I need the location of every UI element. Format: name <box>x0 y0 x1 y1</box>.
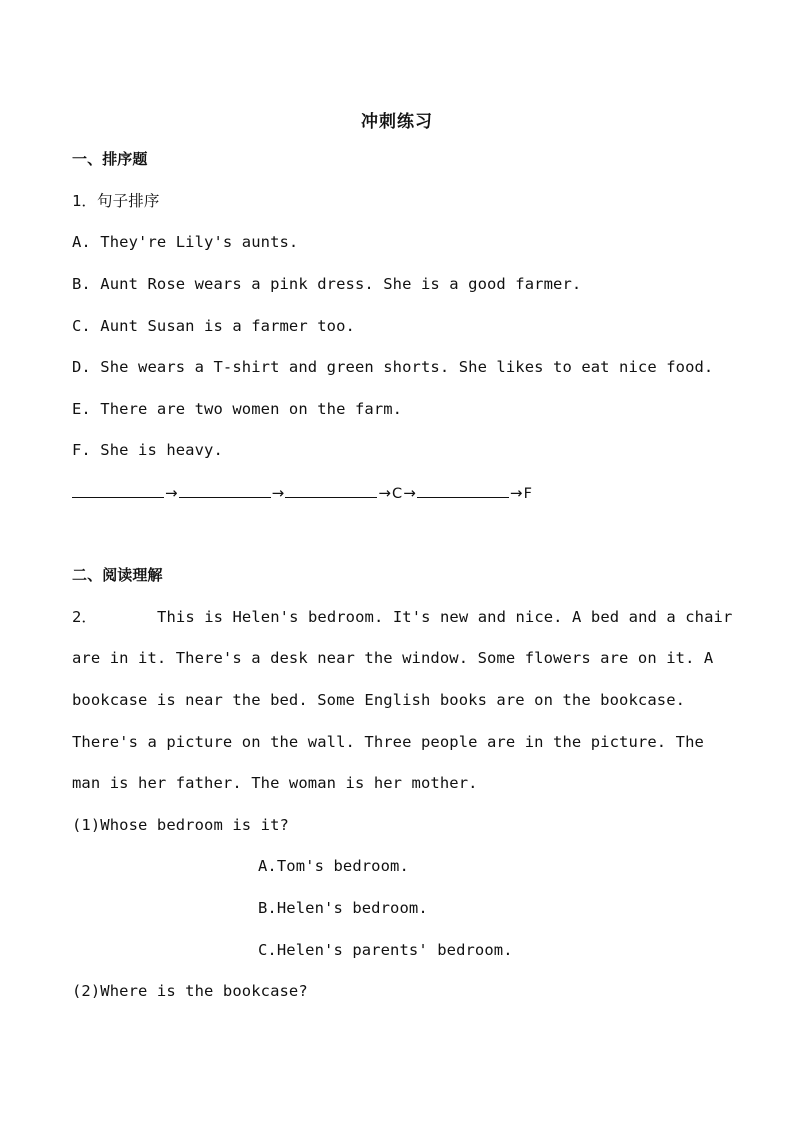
section-heading-reading: 二、阅读理解 <box>72 566 163 584</box>
page-title: 冲刺练习 <box>361 112 433 132</box>
answer-blank-4[interactable] <box>417 482 509 498</box>
sentence-b: B. Aunt Rose wears a pink dress. She is a good farmer. <box>72 275 582 293</box>
answer-blank-1[interactable] <box>72 482 164 498</box>
section-heading-ordering: 一、排序题 <box>72 150 148 168</box>
passage-line-3: bookcase is near the bed. Some English books are on the bookcase. <box>72 691 686 709</box>
question-1-option-b[interactable]: B.Helen's bedroom. <box>258 899 428 917</box>
sentence-c: C. Aunt Susan is a farmer too. <box>72 317 355 335</box>
passage-line-4: There's a picture on the wall. Three people are in the picture. The <box>72 733 704 751</box>
question-1: (1)Whose bedroom is it? <box>72 816 289 834</box>
question-2: (2)Where is the bookcase? <box>72 982 308 1000</box>
sentence-f: F. She is heavy. <box>72 441 223 459</box>
question-number: 2． <box>72 608 98 626</box>
arrow-icon: → <box>271 484 285 502</box>
passage-text: This is Helen's bedroom. It's new and nice. A bed and a chair <box>157 608 733 626</box>
sentence-a: A. They're Lily's aunts. <box>72 233 299 251</box>
fixed-answer-f: F <box>523 486 533 502</box>
fixed-answer-c: C <box>392 486 403 502</box>
passage-line-2: are in it. There's a desk near the window. Some flowers are on it. A <box>72 649 714 667</box>
arrow-icon: → <box>509 484 523 502</box>
question-1-option-a[interactable]: A.Tom's bedroom. <box>258 857 409 875</box>
question-label-sentence-ordering: 1．句子排序 <box>72 192 160 210</box>
arrow-icon: → <box>403 484 416 502</box>
arrow-icon: → <box>165 484 178 502</box>
sentence-d: D. She wears a T-shirt and green shorts. She likes to eat nice food. <box>72 358 714 376</box>
answer-blank-3[interactable] <box>285 482 377 498</box>
answer-blank-2[interactable] <box>179 482 271 498</box>
sentence-e: E. There are two women on the farm. <box>72 400 403 418</box>
passage-line-1 <box>72 607 732 627</box>
question-1-option-c[interactable]: C.Helen's parents' bedroom. <box>258 941 513 959</box>
ordering-answer-sequence <box>72 482 532 504</box>
arrow-icon: → <box>378 484 392 502</box>
passage-line-5: man is her father. The woman is her mother. <box>72 774 478 792</box>
